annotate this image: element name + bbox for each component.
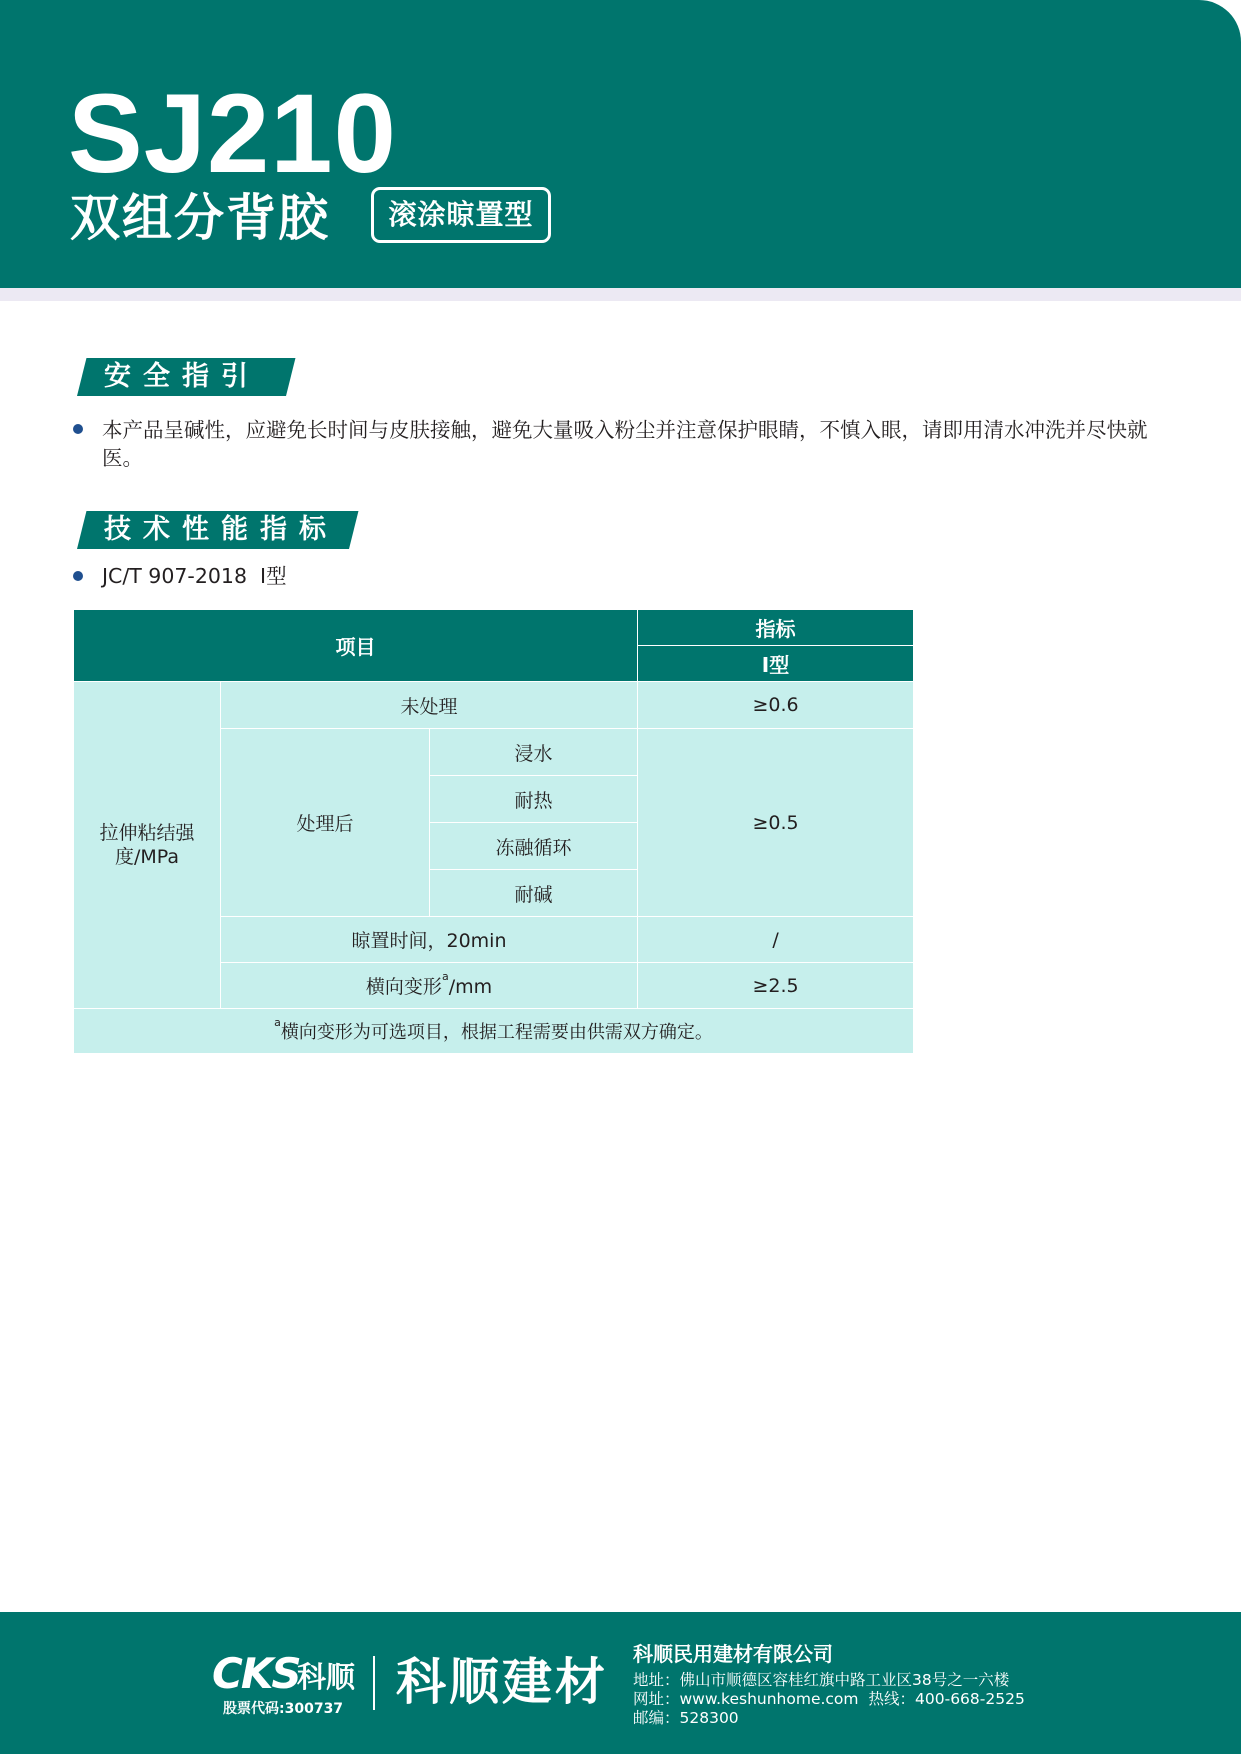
- spec-table: [73, 609, 914, 1054]
- transverse-superscript: a: [441, 970, 449, 983]
- bullet-icon: [73, 424, 83, 434]
- section-tech-heading: [68, 511, 349, 549]
- treated-item: 耐热: [430, 776, 638, 823]
- company-name: 科顺民用建材有限公司: [633, 1642, 833, 1666]
- stock-code: 股票代码:300737: [223, 1701, 344, 1717]
- open-time-value: /: [638, 917, 914, 963]
- company-address: 地址：佛山市顺德区容桂红旗中路工业区38号之一六楼: [633, 1671, 1010, 1689]
- treated-cell: 处理后: [221, 729, 430, 917]
- logo-chinese-name: 科顺: [297, 1660, 356, 1694]
- group-label: 拉伸粘结强度/MPa: [99, 822, 195, 868]
- transverse-value: ≥2.5: [638, 963, 914, 1009]
- footnote-text: 横向变形为可选项目，根据工程需要由供需双方确定。: [280, 1022, 713, 1043]
- header-index: 指标: [638, 610, 914, 646]
- treated-item: 耐碱: [430, 870, 638, 917]
- group-label-cell: [74, 682, 221, 1009]
- standard-text: JC/T 907-2018 I型: [102, 564, 287, 588]
- bullet-icon: [73, 571, 83, 581]
- cks-logo: CKS: [212, 1649, 300, 1698]
- treated-value: ≥0.5: [638, 729, 914, 917]
- header-item: 项目: [74, 610, 638, 682]
- brand-name: 科顺建材: [396, 1653, 608, 1711]
- table-row: [74, 682, 914, 729]
- open-time-cell: 晾置时间，20min: [221, 917, 638, 963]
- treated-item: 浸水: [430, 729, 638, 776]
- header-type: I型: [638, 646, 914, 682]
- company-hotline: 热线：400-668-2525: [868, 1690, 1025, 1708]
- product-type-tag: 滚涂晾置型: [371, 187, 551, 243]
- safety-text: 本产品呈碱性，应避免长时间与皮肤接触，避免大量吸入粉尘并注意保护眼睛，不慎入眼，请即用清水冲洗并尽快就医。: [102, 418, 1148, 470]
- transverse-cell: [221, 963, 638, 1009]
- transverse-label: 横向变形: [365, 976, 442, 998]
- product-model: SJ210: [68, 71, 397, 196]
- table-footnote-row: [74, 1009, 914, 1054]
- footer-divider: [373, 1656, 375, 1710]
- product-name: 双组分背胶: [70, 189, 330, 247]
- footnote-cell: [74, 1009, 914, 1054]
- footnote-superscript: a: [274, 1016, 281, 1029]
- table-header-row: [74, 610, 914, 646]
- company-contact-line: [633, 1690, 1025, 1709]
- section-safety-title: 安全指引: [104, 361, 260, 392]
- treated-item: 冻融循环: [430, 823, 638, 870]
- transverse-unit: /mm: [448, 976, 493, 998]
- company-postcode: 邮编：528300: [633, 1709, 739, 1727]
- untreated-cell: 未处理: [221, 682, 638, 729]
- untreated-value: ≥0.6: [638, 682, 914, 729]
- company-website: 网址：www.keshunhome.com: [633, 1690, 859, 1708]
- section-safety-heading: [68, 358, 286, 396]
- header-strip: [0, 288, 1241, 301]
- footer-banner: [0, 1612, 1241, 1754]
- section-tech-title: 技术性能指标: [104, 514, 338, 545]
